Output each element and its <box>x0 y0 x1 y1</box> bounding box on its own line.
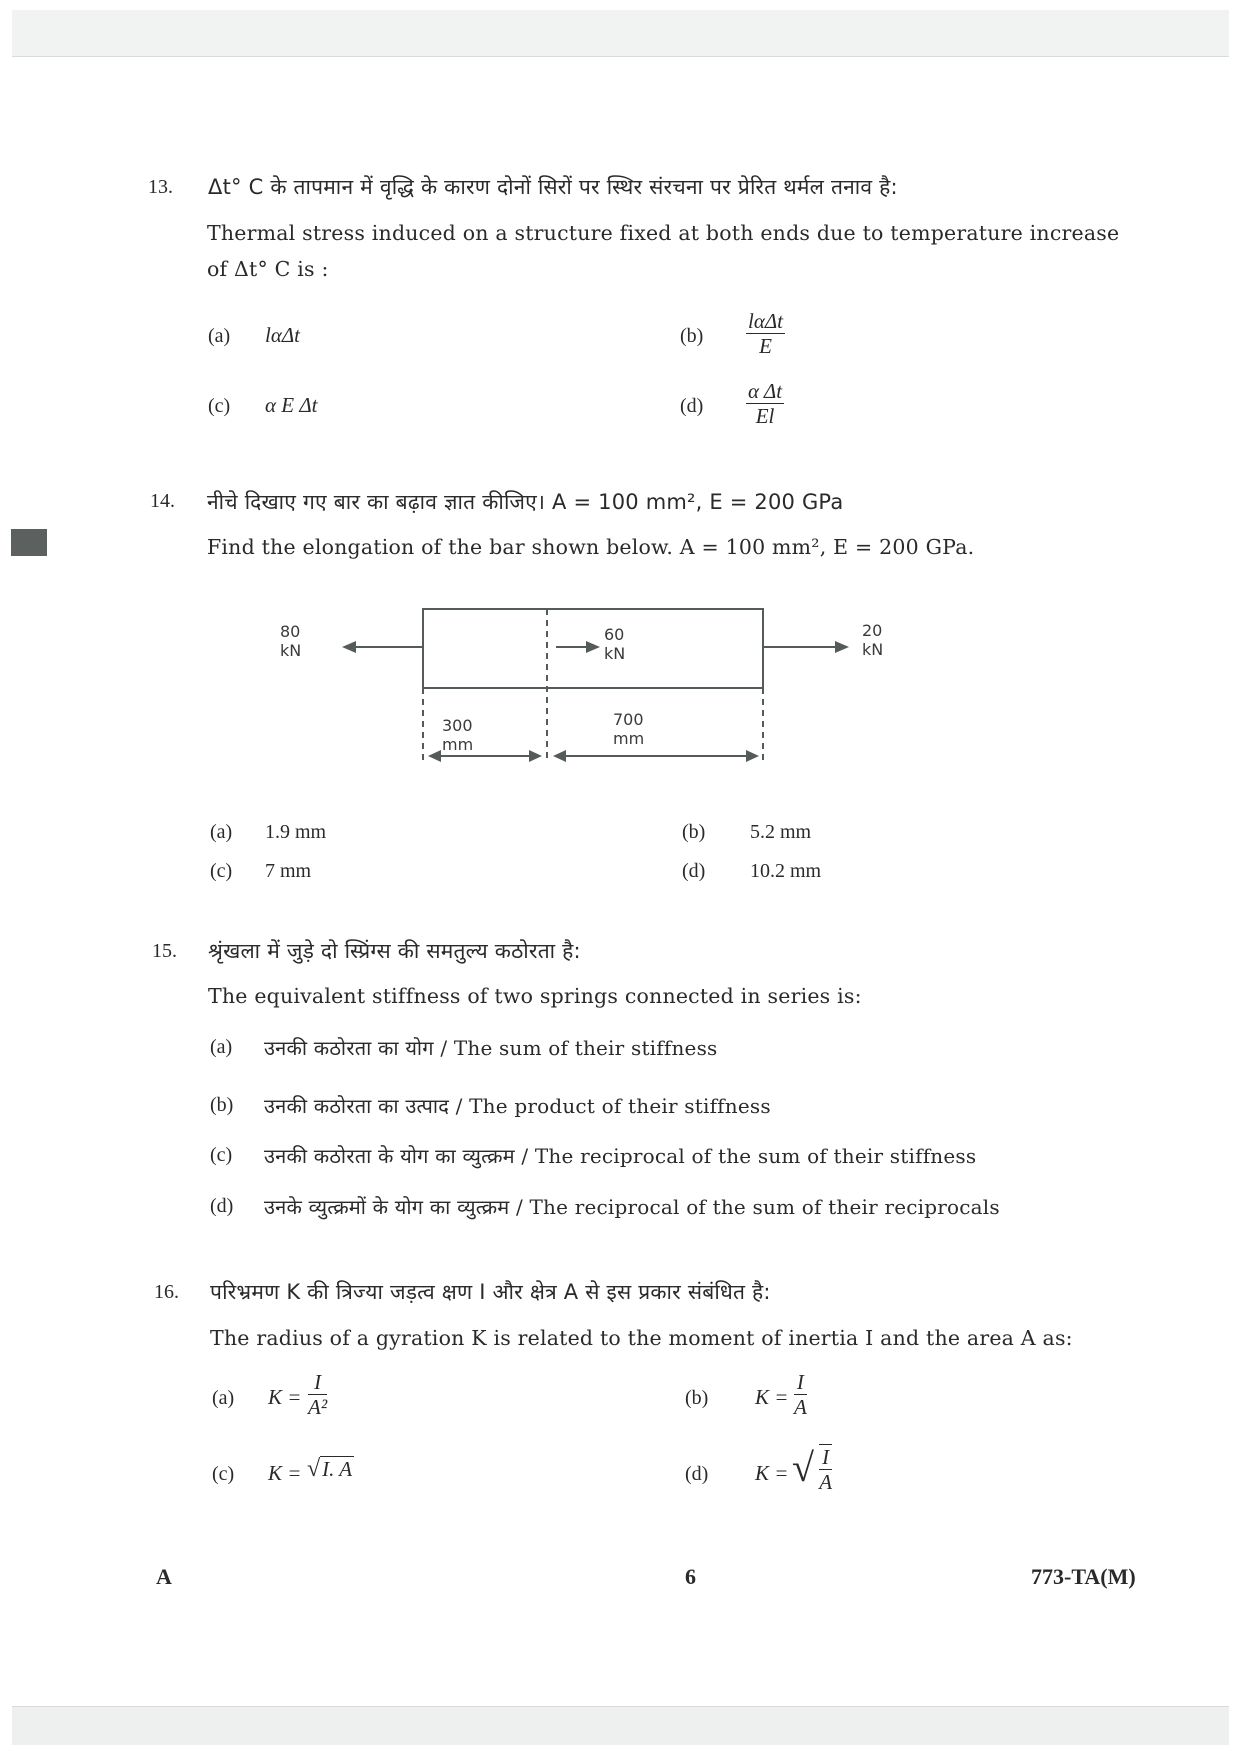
option-value: उनकी कठोरता के योग का व्युत्क्रम / The reciprocal of the sum of their stiffness <box>264 1144 977 1168</box>
fraction-numerator: I <box>796 1370 804 1394</box>
option-label: (a) <box>210 1036 233 1058</box>
option-value: उनके व्युत्क्रमों के योग का व्युत्क्रम / The reciprocal of the sum of their reciprocals <box>264 1195 1000 1219</box>
bar-diagram-drawing <box>0 0 1241 800</box>
question-number: 16. <box>154 1281 179 1303</box>
option-label: (a) <box>208 325 231 347</box>
option-label: (b) <box>210 1094 234 1116</box>
question-text-english: Find the elongation of the bar shown below. A = 100 mm², E = 200 GPa. <box>207 535 975 559</box>
question-number: 14. <box>150 490 175 512</box>
option-label: (a) <box>210 821 233 843</box>
option-label: (c) <box>208 395 231 417</box>
paper-code: 773-TA(M) <box>1031 1564 1136 1589</box>
option-lhs: K = <box>268 1461 302 1485</box>
option-label: (a) <box>212 1387 235 1409</box>
option-label: (d) <box>680 395 704 417</box>
question-text-english-cont: of Δt° C is : <box>207 257 329 281</box>
fraction-numerator: α Δt <box>748 379 783 403</box>
fraction-numerator: I <box>822 1445 830 1469</box>
question-text-hindi: परिभ्रमण K की त्रिज्या जड़त्व क्षण I और क्षेत्र A से इस प्रकार संबंधित है: <box>210 1280 771 1304</box>
question-text-english: The equivalent stiffness of two springs connected in series is: <box>208 984 862 1008</box>
option-value: 1.9 mm <box>265 821 327 843</box>
option-label: (b) <box>685 1387 709 1409</box>
option-value: 10.2 mm <box>750 860 822 882</box>
fraction-numerator: I <box>314 1370 322 1394</box>
option-label: (d) <box>682 860 706 882</box>
option-formula: α E Δt <box>265 393 318 417</box>
question-text-english: The radius of a gyration K is related to the moment of inertia I and the area A as: <box>210 1326 1073 1350</box>
question-text-hindi: नीचे दिखाए गए बार का बढ़ाव ज्ञात कीजिए। A = 100 mm², E = 200 GPa <box>207 490 844 514</box>
option-formula: lαΔt <box>265 323 301 347</box>
option-label: (c) <box>212 1463 235 1485</box>
question-text-hindi: Δt° C के तापमान में वृद्धि के कारण दोनों सिरों पर स्थिर संरचना पर प्रेरित थर्मल तनाव है: <box>208 175 898 199</box>
question-number: 15. <box>152 940 177 962</box>
fraction-denominator: A² <box>308 1395 328 1419</box>
square-root <box>307 1456 354 1483</box>
fraction-denominator: A <box>819 1470 833 1494</box>
option-value: उनकी कठोरता का योग / The sum of their stiffness <box>264 1036 718 1060</box>
question-text-hindi: श्रृंखला में जुड़े दो स्प्रिंग्स की समतुल्य कठोरता है: <box>208 939 581 963</box>
square-root <box>792 1440 832 1496</box>
radical-sign: √ <box>307 1456 321 1482</box>
force-label-right: 20 kN <box>862 621 884 659</box>
option-fraction <box>794 1370 807 1419</box>
length-label-left: 300 mm <box>442 716 474 754</box>
page-number: 6 <box>685 1564 696 1589</box>
option-value: उनकी कठोरता का उत्पाद / The product of their stiffness <box>264 1094 771 1118</box>
option-label: (b) <box>680 325 704 347</box>
option-label: (c) <box>210 1144 233 1166</box>
scan-bottom-band <box>12 1706 1229 1745</box>
question-text-english: Thermal stress induced on a structure fixed at both ends due to temperature increase <box>207 221 1120 245</box>
fraction-numerator: lαΔt <box>748 309 784 333</box>
option-lhs: K = <box>755 1385 789 1409</box>
fraction-denominator: El <box>755 404 775 428</box>
radical-fraction <box>819 1444 832 1494</box>
fraction-denominator: E <box>759 334 772 358</box>
option-label: (c) <box>210 860 233 882</box>
radicand: I. A <box>322 1457 353 1481</box>
booklet-series: A <box>156 1564 172 1589</box>
option-fraction <box>308 1370 327 1419</box>
radical-sign: √ <box>792 1445 814 1490</box>
fraction-denominator: A <box>794 1395 807 1419</box>
option-lhs: K = <box>755 1461 789 1485</box>
option-label: (b) <box>682 821 706 843</box>
option-value: 5.2 mm <box>750 821 812 843</box>
length-label-right: 700 mm <box>613 710 645 748</box>
option-value: 7 mm <box>265 860 312 882</box>
force-label-left: 80 kN <box>280 622 302 660</box>
option-lhs: K = <box>268 1385 302 1409</box>
option-label: (d) <box>685 1463 709 1485</box>
force-label-middle: 60 kN <box>604 625 626 663</box>
question-number: 13. <box>148 176 173 198</box>
option-label: (d) <box>210 1195 234 1217</box>
